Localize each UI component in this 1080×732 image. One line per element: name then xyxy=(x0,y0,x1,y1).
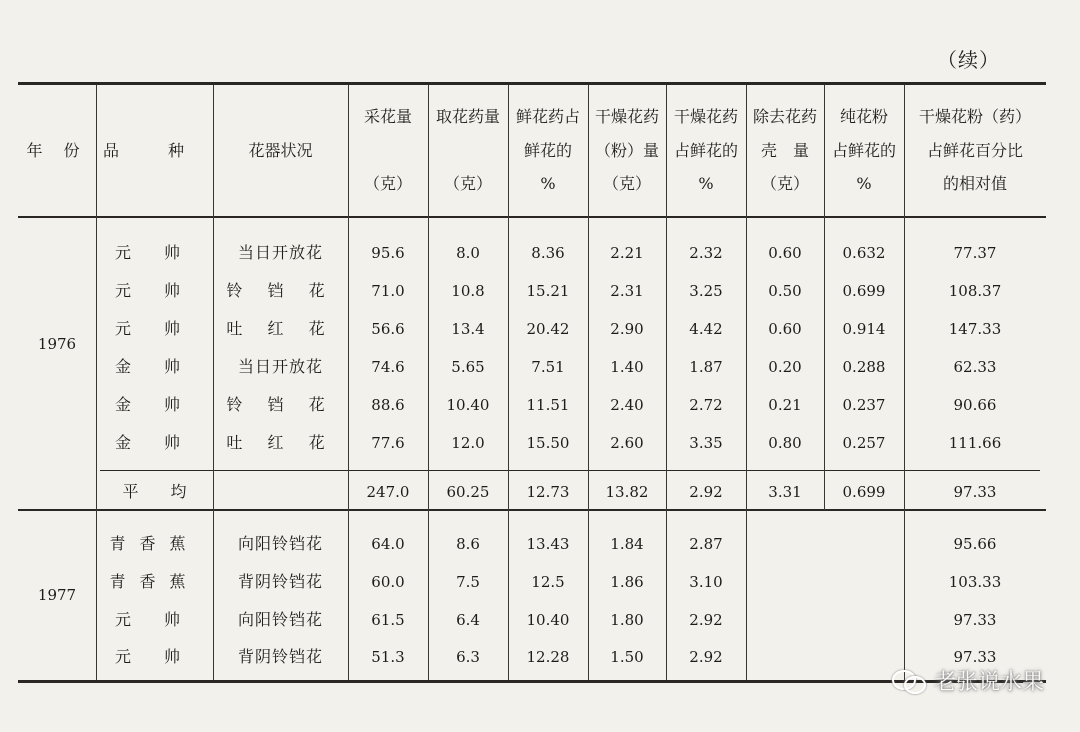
fresh-pct-cell: 15.21 xyxy=(526,281,570,300)
anther-cell: 7.5 xyxy=(456,572,480,591)
relative-cell: 147.33 xyxy=(948,319,1002,338)
dry-amount-cell: 2.31 xyxy=(610,281,644,300)
dry-pct-cell: 3.25 xyxy=(689,281,723,300)
shell-cell xyxy=(746,563,824,601)
shell-cell: 0.60 xyxy=(768,319,802,338)
relative-cell: 77.37 xyxy=(953,243,997,262)
condition-cell: 背阴铃铛花 xyxy=(237,646,323,666)
shell-cell: 3.31 xyxy=(768,482,802,501)
condition-cell: 当日开放花 xyxy=(237,242,323,262)
variety-cell: 金 帅 xyxy=(114,394,195,414)
picked-cell: 56.6 xyxy=(371,319,405,338)
picked-cell: 60.0 xyxy=(371,572,405,591)
picked-cell: 95.6 xyxy=(371,243,405,262)
dry-amount-cell: 2.40 xyxy=(610,395,644,414)
header-shell: 除去花药 壳 量 （克） xyxy=(752,107,817,194)
variety-cell: 元 帅 xyxy=(114,318,195,338)
dry-amount-cell: 1.40 xyxy=(610,357,644,376)
pure-pct-cell: 0.699 xyxy=(842,482,886,501)
fresh-pct-cell: 10.40 xyxy=(526,610,570,629)
dry-pct-cell: 2.92 xyxy=(689,482,723,501)
fresh-pct-cell: 12.28 xyxy=(526,647,570,666)
header-fresh-pct: 鲜花药占 鲜花的 % xyxy=(515,107,580,194)
anther-cell: 8.6 xyxy=(456,534,480,553)
shell-cell: 0.80 xyxy=(768,433,802,452)
dry-pct-cell: 4.42 xyxy=(689,319,723,338)
dry-amount-cell: 1.80 xyxy=(610,610,644,629)
relative-cell: 95.66 xyxy=(953,534,997,553)
fresh-pct-cell: 8.36 xyxy=(531,243,565,262)
dry-amount-cell: 2.90 xyxy=(610,319,644,338)
picked-cell: 64.0 xyxy=(371,534,405,553)
variety-cell: 元 帅 xyxy=(114,280,195,300)
fresh-pct-cell: 7.51 xyxy=(531,357,565,376)
relative-cell: 97.33 xyxy=(953,610,997,629)
variety-cell: 元 帅 xyxy=(114,646,195,666)
dry-pct-cell: 2.32 xyxy=(689,243,723,262)
dry-amount-cell: 1.84 xyxy=(610,534,644,553)
fresh-pct-cell: 20.42 xyxy=(526,319,570,338)
dry-pct-cell: 3.10 xyxy=(689,572,723,591)
variety-cell: 金 帅 xyxy=(114,356,195,376)
picked-cell: 88.6 xyxy=(371,395,405,414)
relative-cell: 108.37 xyxy=(948,281,1002,300)
pure-pct-cell xyxy=(824,601,904,639)
dry-amount-cell: 2.60 xyxy=(610,433,644,452)
picked-cell: 61.5 xyxy=(371,610,405,629)
anther-cell: 10.40 xyxy=(446,395,490,414)
picked-cell: 247.0 xyxy=(366,482,410,501)
variety-cell: 元 帅 xyxy=(114,609,195,629)
pure-pct-cell: 0.699 xyxy=(842,281,886,300)
shell-cell xyxy=(746,638,824,676)
header-year: 年 份 xyxy=(26,140,88,160)
dry-pct-cell: 2.92 xyxy=(689,610,723,629)
anther-cell: 8.0 xyxy=(456,243,480,262)
dry-amount-cell: 1.86 xyxy=(610,572,644,591)
condition-cell: 当日开放花 xyxy=(237,356,323,376)
fresh-pct-cell: 15.50 xyxy=(526,433,570,452)
condition-cell: 背阴铃铛花 xyxy=(237,571,323,591)
picked-cell: 77.6 xyxy=(371,433,405,452)
condition-cell: 铃 铛 花 xyxy=(226,394,335,414)
anther-cell: 13.4 xyxy=(451,319,485,338)
relative-cell: 62.33 xyxy=(953,357,997,376)
year-1977: 1977 xyxy=(37,586,77,605)
anther-cell: 6.3 xyxy=(456,647,480,666)
fresh-pct-cell: 13.43 xyxy=(526,534,570,553)
shell-cell: 0.50 xyxy=(768,281,802,300)
header-dry-pct: 干燥花药 占鲜花的 % xyxy=(673,107,738,194)
pure-pct-cell: 0.914 xyxy=(842,319,886,338)
watermark xyxy=(892,665,1044,696)
anther-cell: 10.8 xyxy=(451,281,485,300)
variety-cell: 金 帅 xyxy=(114,432,195,452)
relative-cell: 97.33 xyxy=(953,647,997,666)
header-variety: 品 种 xyxy=(102,140,207,160)
condition-cell: 铃 铛 花 xyxy=(226,280,335,300)
header-anther: 取花药量 （克） xyxy=(435,107,500,194)
dry-pct-cell: 3.35 xyxy=(689,433,723,452)
fresh-pct-cell: 12.73 xyxy=(526,482,570,501)
dry-amount-cell: 13.82 xyxy=(605,482,649,501)
dry-pct-cell: 2.92 xyxy=(689,647,723,666)
dry-pct-cell: 2.72 xyxy=(689,395,723,414)
anther-cell: 60.25 xyxy=(446,482,490,501)
header-dry-amount: 干燥花药 （粉）量 （克） xyxy=(594,107,659,194)
condition-cell: 吐 红 花 xyxy=(226,432,335,452)
shell-cell xyxy=(746,601,824,639)
subtotal-rule xyxy=(100,470,1040,471)
condition-cell: 向阳铃铛花 xyxy=(237,609,323,629)
dry-pct-cell: 1.87 xyxy=(689,357,723,376)
dry-amount-cell: 2.21 xyxy=(610,243,644,262)
anther-cell: 5.65 xyxy=(451,357,485,376)
dry-amount-cell: 1.50 xyxy=(610,647,644,666)
shell-cell: 0.60 xyxy=(768,243,802,262)
relative-cell: 97.33 xyxy=(953,482,997,501)
chat-bubbles-icon xyxy=(892,668,926,694)
pure-pct-cell: 0.632 xyxy=(842,243,886,262)
average-label: 平 均 xyxy=(122,481,187,501)
header-bottom-rule xyxy=(18,216,1046,218)
fresh-pct-cell: 11.51 xyxy=(526,395,570,414)
watermark-text: 老张说水果 xyxy=(933,670,1044,695)
shell-cell: 0.21 xyxy=(768,395,802,414)
pure-pct-cell xyxy=(824,525,904,563)
condition-cell: 向阳铃铛花 xyxy=(237,533,323,553)
relative-cell: 111.66 xyxy=(948,433,1002,452)
condition-cell: 吐 红 花 xyxy=(226,318,335,338)
anther-cell: 6.4 xyxy=(456,610,480,629)
year-1976: 1976 xyxy=(37,334,77,353)
shell-cell xyxy=(746,525,824,563)
picked-cell: 51.3 xyxy=(371,647,405,666)
pure-pct-cell: 0.237 xyxy=(842,395,886,414)
pure-pct-cell: 0.288 xyxy=(842,357,886,376)
pure-pct-cell: 0.257 xyxy=(842,433,886,452)
relative-cell: 103.33 xyxy=(948,572,1002,591)
dry-pct-cell: 2.87 xyxy=(689,534,723,553)
shell-cell: 0.20 xyxy=(768,357,802,376)
relative-cell: 90.66 xyxy=(953,395,997,414)
variety-cell: 青香蕉 xyxy=(109,533,200,553)
fresh-pct-cell: 12.5 xyxy=(531,572,565,591)
pure-pct-cell xyxy=(824,563,904,601)
variety-cell: 元 帅 xyxy=(114,242,195,262)
picked-cell: 74.6 xyxy=(371,357,405,376)
anther-cell: 12.0 xyxy=(451,433,485,452)
picked-cell: 71.0 xyxy=(371,281,405,300)
header-relative: 干燥花粉（药） 占鲜花百分比 的相对值 xyxy=(918,107,1031,194)
header-condition: 花器状况 xyxy=(248,140,313,160)
continued-label: （续） xyxy=(937,48,1000,72)
header-pure-pct: 纯花粉 占鲜花的 % xyxy=(831,107,896,194)
header-picked: 采花量 （克） xyxy=(363,107,412,194)
variety-cell: 青香蕉 xyxy=(109,571,200,591)
